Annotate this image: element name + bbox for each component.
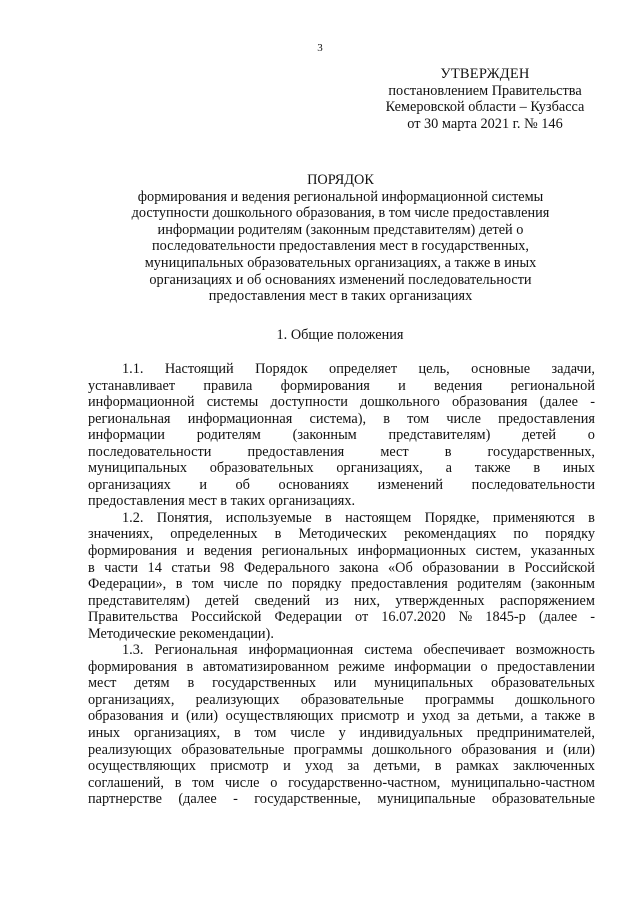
document-title-line: формирования и ведения региональной информационной системы bbox=[137, 188, 544, 205]
paragraph bbox=[88, 361, 595, 510]
page-number: 3 bbox=[317, 42, 323, 54]
document-title-line: последовательности предоставления мест в государственных, bbox=[152, 238, 529, 255]
paragraph-line: иных организациях, в том числе у индивидуальных предпринимателей, bbox=[88, 725, 595, 742]
paragraph-line: устанавливает правила формирования и ведения региональной bbox=[88, 377, 595, 394]
paragraph-line: реализующих образовательные программы дошкольного образования и (или) bbox=[88, 741, 595, 758]
paragraph-line: 1.2. Понятия, используемые в настоящем Порядке, применяются в bbox=[122, 509, 595, 526]
approval-line: постановлением Правительства bbox=[388, 82, 582, 99]
paragraph-line: значениях, определенных в Методических рекомендациях по порядку bbox=[88, 526, 595, 543]
approval-line: Кемеровской области – Кузбасса bbox=[385, 99, 585, 116]
paragraph-line: партнерстве (далее - государственные, муниципальные образовательные bbox=[88, 791, 595, 808]
paragraph-line: Правительства Российской Федерации от 16.07.2020 № 1845-р (далее - bbox=[88, 609, 595, 626]
document-title-line: доступности дошкольного образования, в том числе предоставления bbox=[131, 205, 550, 222]
paragraph-line: 1.3. Региональная информационная система обеспечивает возможность bbox=[122, 642, 595, 659]
paragraph-line: формирования и ведения региональных информационных систем, указанных bbox=[88, 543, 595, 560]
approval-line: от 30 марта 2021 г. № 146 bbox=[407, 115, 563, 132]
paragraph-line: соглашений, в том числе о государственно-частном, муниципально-частном bbox=[88, 774, 595, 791]
paragraph-line: в части 14 статьи 98 Федерального закона «Об образовании в Российской bbox=[88, 559, 595, 576]
paragraph bbox=[88, 510, 595, 642]
paragraph-line: образования и (или) осуществляющих присмотр и уход за детьми, а также в bbox=[88, 708, 595, 725]
paragraph-line: последовательности предоставления мест в государственных, bbox=[88, 443, 595, 460]
document-title-line: предоставления мест в таких организациях bbox=[208, 288, 473, 305]
approval-title: УТВЕРЖДЕН bbox=[440, 66, 530, 82]
paragraph-line: информации родителям (законным представителям) детей о bbox=[88, 427, 595, 444]
paragraph-line: представителям) детей сведений из них, утвержденных распоряжением bbox=[88, 592, 595, 609]
section-heading: 1. Общие положения bbox=[276, 327, 404, 343]
document-title-heading: ПОРЯДОК bbox=[307, 172, 374, 188]
paragraph-line: организациях, реализующих образовательные программы дошкольного bbox=[88, 691, 595, 708]
paragraph bbox=[88, 642, 595, 807]
paragraph-line: информационной системы доступности дошкольного образования (далее - bbox=[88, 394, 595, 411]
document-title-block bbox=[88, 172, 593, 305]
paragraph-line: региональная информационная система), в том числе предоставления bbox=[88, 410, 595, 427]
paragraph-line: муниципальных образовательных организациях, а также в иных bbox=[88, 460, 595, 477]
paragraph-line: осуществляющих присмотр и уход за детьми, в рамках заключенных bbox=[88, 758, 595, 775]
paragraph-line: Федерации», в том числе по порядку предоставления родителям (законным bbox=[88, 576, 595, 593]
paragraph-line: предоставления мест в таких организациях. bbox=[88, 493, 356, 510]
document-title-line: информации родителям (законным представителям) детей о bbox=[157, 221, 524, 238]
approval-stamp-block bbox=[370, 66, 600, 132]
document-title-line: организациях и об основаниях изменений последовательности bbox=[149, 271, 532, 288]
paragraph-line: Методические рекомендации). bbox=[88, 625, 274, 642]
document-title-line: муниципальных образовательных организациях, а также в иных bbox=[144, 254, 537, 271]
paragraph-line: мест детям в государственных или муниципальных образовательных bbox=[88, 675, 595, 692]
body-text bbox=[88, 361, 595, 808]
paragraph-line: 1.1. Настоящий Порядок определяет цель, основные задачи, bbox=[122, 361, 595, 377]
paragraph-line: формирования в автоматизированном режиме информации о предоставлении bbox=[88, 658, 595, 675]
paragraph-line: организациях и об основаниях изменений последовательности bbox=[88, 476, 595, 493]
